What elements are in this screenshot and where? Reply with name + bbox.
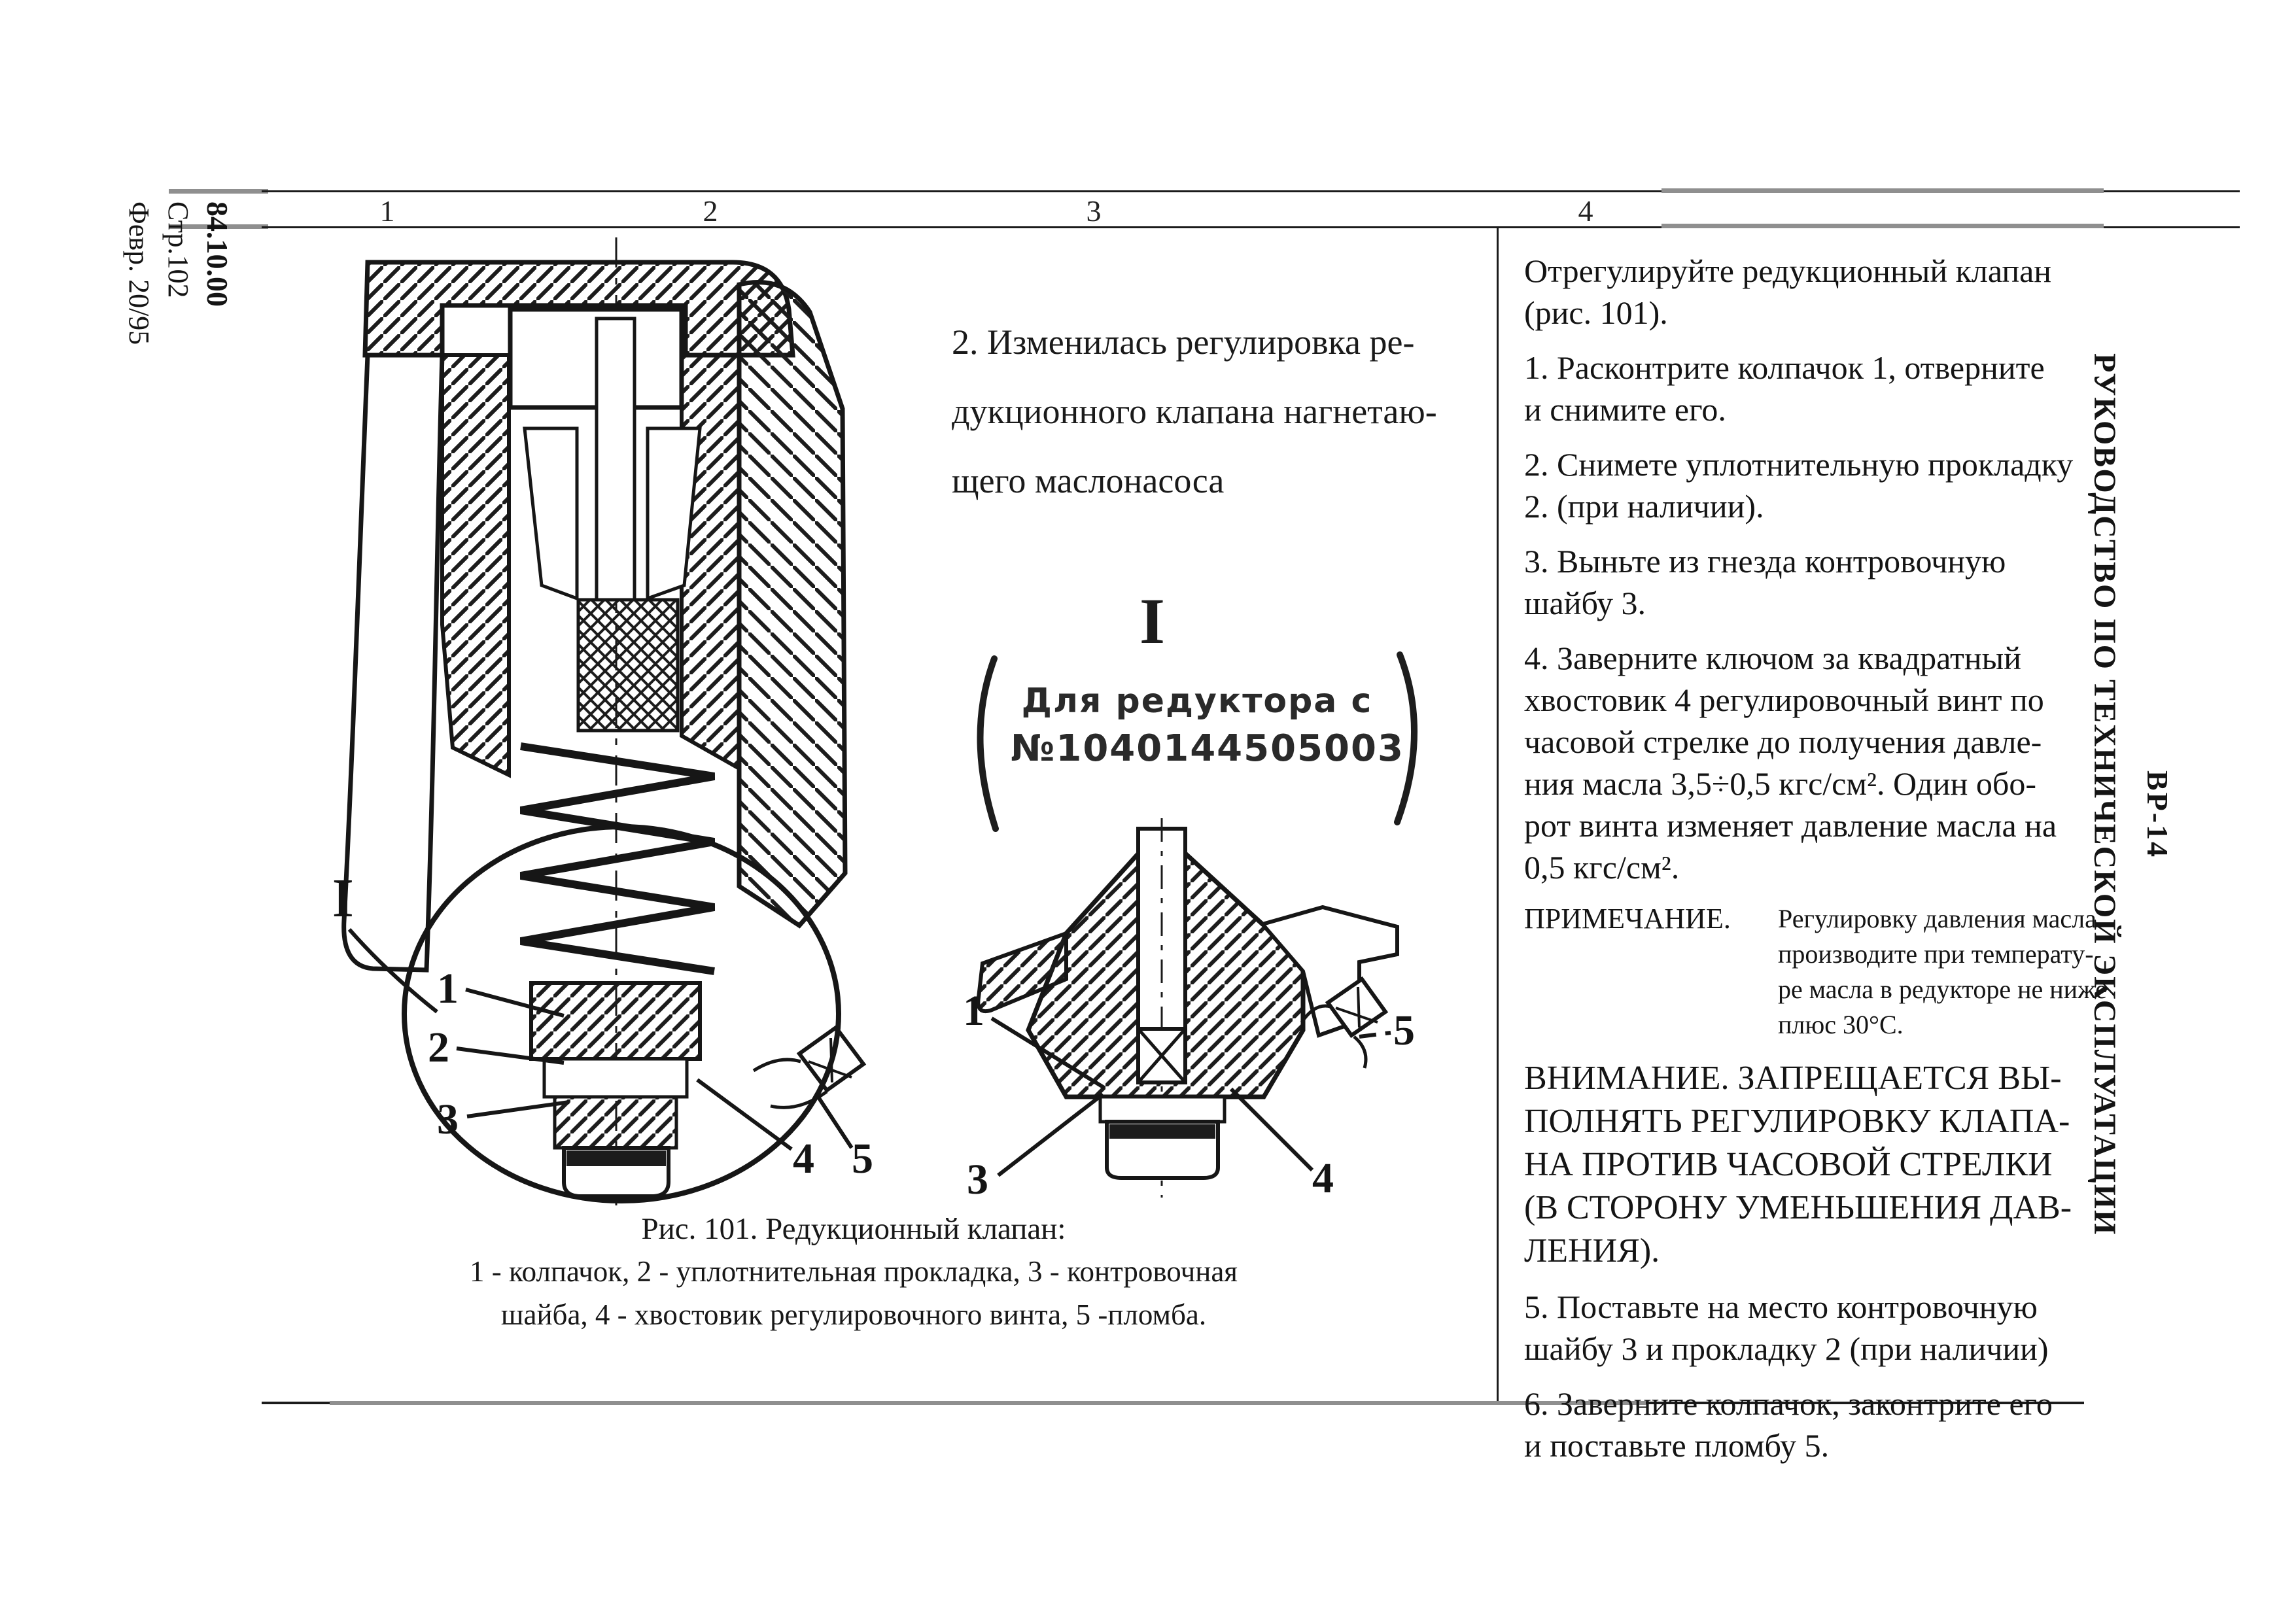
text-line: производите при температу- (1778, 939, 2094, 969)
text-line: ВНИМАНИЕ. ЗАПРЕЩАЕТСЯ ВЫ- (1524, 1060, 2062, 1097)
callout-4-leader (697, 1080, 791, 1149)
text-line: (рис. 101). (1524, 294, 1668, 331)
page-ref: Стр.102 (162, 201, 194, 298)
callout-4: 4 (793, 1135, 814, 1183)
detail-callout-I: I (332, 868, 354, 929)
adjusting-screw-thread (578, 600, 678, 731)
procedure-step-1 (1524, 347, 2100, 430)
procedure-step-5 (1524, 1286, 2100, 1370)
text-line: 2. (при наличии). (1524, 488, 1764, 525)
text-line: 3. Выньте из гнезда контровочную (1524, 543, 2006, 579)
warning-text (1524, 1057, 2100, 1273)
bottom-rule-black-left (262, 1402, 332, 1404)
small-callout-3: 3 (967, 1156, 988, 1203)
column-number-3: 3 (1086, 194, 1102, 228)
text-line: Отрегулируйте редукционный клапан (1524, 252, 2052, 289)
figure-caption-line2: 1 - колпачок, 2 - уплотнительная прокладка, 3 - контровочная (470, 1255, 1238, 1288)
callout-2: 2 (428, 1024, 449, 1071)
text-line: и поставьте пломбу 5. (1524, 1427, 1830, 1464)
main-valve-figure (281, 232, 975, 1220)
valve-spring (521, 746, 714, 971)
stamp-serial-number: №1040144505003 (1011, 727, 1404, 770)
text-line: ПОЛНЯТЬ РЕГУЛИРОВКУ КЛАПА- (1524, 1103, 2070, 1140)
valve-right-section-wall (682, 355, 739, 769)
seal-gasket-ring (544, 1059, 687, 1097)
small-valve-figure (935, 814, 1452, 1207)
text-line: 4. Заверните ключом за квадратный (1524, 640, 2022, 676)
column-number-2: 2 (703, 194, 718, 228)
text-line: ре масла в редукторе не ниже (1778, 975, 2107, 1004)
lock-washer-section (555, 1097, 676, 1148)
valve-left-outer-wall (344, 355, 442, 970)
change-note-line: дукционного клапана нагнетаю- (952, 392, 1437, 431)
note-label: ПРИМЕЧАНИЕ. (1524, 903, 1731, 935)
stamp-text-line1: Для редуктора с (1021, 682, 1373, 721)
note-text (1778, 901, 2107, 1043)
figure-caption-title: Рис. 101. Редукционный клапан: (641, 1212, 1066, 1246)
callout-5: 5 (852, 1135, 873, 1183)
detail-section-label: I (1139, 585, 1165, 657)
text-line: 0,5 кгс/см². (1524, 849, 1680, 886)
stamp-parentheses (960, 651, 1434, 840)
procedure-step-3 (1524, 540, 2100, 624)
text-line: 2. Снимете уплотнительную прокладку (1524, 446, 2074, 483)
cap-dark-band (566, 1150, 666, 1166)
text-line: 6. Заверните колпачок, законтрите его (1524, 1385, 2053, 1422)
procedure-step-4 (1524, 637, 2100, 888)
small-callout-5-leader (1359, 1033, 1391, 1037)
text-line: (В СТОРОНУ УМЕНЬШЕНИЯ ДАВ- (1524, 1189, 2072, 1226)
header-rule-bottom-gray-right (1661, 224, 2104, 228)
procedure-note (1524, 901, 2107, 1043)
small-callout-1: 1 (963, 987, 984, 1035)
procedure-intro (1524, 250, 2100, 334)
text-line: часовой стрелке до получения давле- (1524, 723, 2042, 760)
bottom-rule-gray (330, 1401, 1647, 1405)
small-callout-3-leader (998, 1094, 1103, 1175)
valve-right-outer-wall (739, 283, 845, 925)
adjusting-screw-stem (597, 319, 635, 600)
manual-title-vertical: РУКОВОДСТВО ПО ТЕХНИЧЕСКОЙ ЭКСПЛУАТАЦИИ (2087, 353, 2122, 1236)
text-line: 1. Расконтрите колпачок 1, отверните (1524, 349, 2045, 386)
text-line: НА ПРОТИВ ЧАСОВОЙ СТРЕЛКИ (1524, 1146, 2053, 1183)
procedure-warning (1524, 1057, 2100, 1273)
text-line: шайбу 3 и прокладку 2 (при наличии) (1524, 1330, 2049, 1367)
valve-guide-left (525, 428, 577, 598)
column-number-1: 1 (379, 194, 395, 228)
change-note (952, 307, 1501, 515)
change-note-line: 2. Изменилась регулировка ре- (952, 322, 1415, 362)
header-rule-top-gray-left (169, 189, 268, 194)
column-number-4: 4 (1578, 194, 1593, 228)
change-note-line: щего маслонасоса (952, 461, 1225, 500)
text-line: рот винта изменяет давление масла на (1524, 807, 2057, 844)
text-line: и снимите его. (1524, 391, 1726, 428)
procedure-step-6 (1524, 1383, 2100, 1466)
figure-caption-line3: шайба, 4 - хвостовик регулировочного винта, 5 -пломба. (500, 1298, 1207, 1331)
text-line: шайбу 3. (1524, 585, 1646, 621)
revision-date: Февр. 20/95 (123, 201, 155, 345)
text-line: Регулировку давления масла (1778, 904, 2096, 933)
small-callout-5: 5 (1393, 1007, 1415, 1054)
doc-number: 84.10.00 (201, 201, 234, 307)
procedure-step-2 (1524, 443, 2100, 527)
callout-1: 1 (437, 965, 459, 1012)
small-cup-band (1109, 1124, 1215, 1139)
callout-3: 3 (437, 1096, 459, 1143)
small-callout-4: 4 (1312, 1154, 1334, 1202)
valve-left-section-wall (442, 355, 509, 775)
plug-upper-section (531, 983, 700, 1059)
small-callout-4-leader (1231, 1089, 1312, 1170)
doc-code-vertical: ВР-14 (2141, 770, 2174, 859)
callout-5-leader (819, 1098, 852, 1148)
text-line: плюс 30°С. (1778, 1010, 1904, 1039)
left-margin-block (119, 201, 237, 568)
small-ring-upper (1100, 1097, 1225, 1122)
text-line: хвостовик 4 регулировочный винт по (1524, 682, 2044, 718)
text-line: 5. Поставьте на место контровочную (1524, 1288, 2038, 1325)
header-rule-top-gray-right (1661, 188, 2104, 193)
text-line: ния масла 3,5÷0,5 кгс/см². Один обо- (1524, 765, 2036, 802)
text-line: ЛЕНИЯ). (1524, 1232, 1660, 1270)
